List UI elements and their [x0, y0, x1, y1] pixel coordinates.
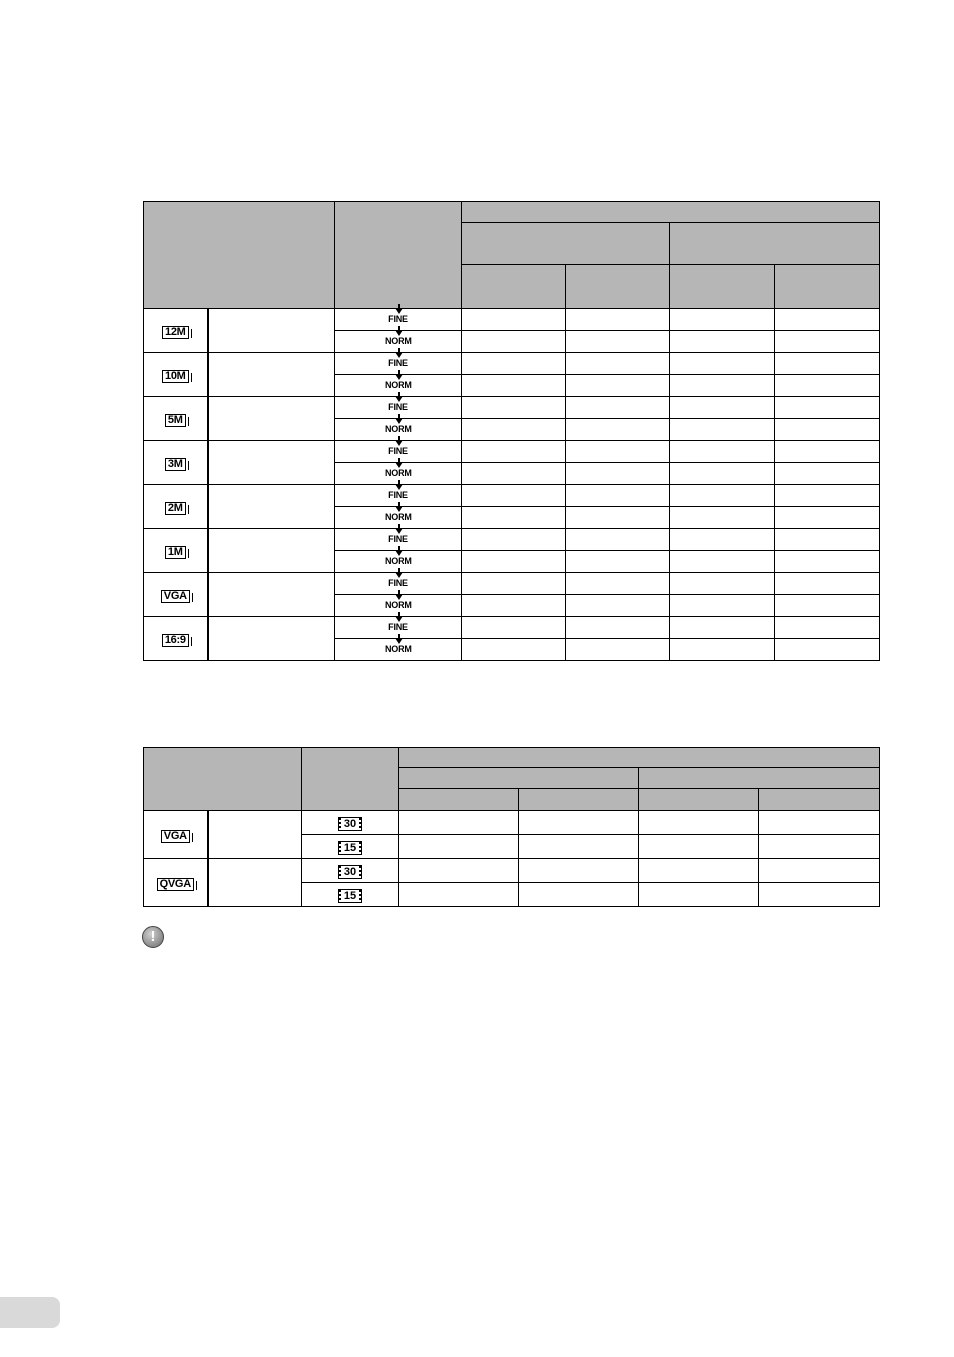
length-cell	[759, 883, 880, 907]
length-cell	[399, 883, 519, 907]
count-cell	[566, 353, 670, 375]
count-cell	[462, 375, 566, 397]
frame-rate-icon: 15	[338, 889, 362, 903]
count-cell	[670, 441, 775, 463]
count-cell	[775, 551, 880, 573]
count-cell	[462, 419, 566, 441]
count-cell	[775, 617, 880, 639]
count-cell	[670, 419, 775, 441]
header-image-size	[144, 202, 335, 309]
quality-label: FINE	[388, 622, 408, 632]
header-sub-a2	[566, 265, 670, 309]
quality-label: NORM	[385, 556, 412, 566]
count-cell	[462, 397, 566, 419]
table-row	[144, 397, 880, 419]
count-cell	[462, 463, 566, 485]
image-size-icon: 16:9	[162, 634, 189, 647]
table-row	[144, 353, 880, 375]
length-cell	[759, 835, 880, 859]
image-size-icon: QVGA	[157, 878, 194, 891]
frame-rate-icon: 15	[338, 841, 362, 855]
count-cell	[670, 397, 775, 419]
image-size-cell	[144, 485, 208, 529]
header-sub-b2	[775, 265, 880, 309]
image-size-icon: VGA	[161, 590, 190, 603]
page-number-tab	[0, 1297, 60, 1328]
compression-quality-icon	[385, 529, 411, 545]
header-compression	[335, 202, 462, 309]
quality-label: FINE	[388, 402, 408, 412]
table-row	[144, 573, 880, 595]
quality-label: NORM	[385, 512, 412, 522]
count-cell	[462, 617, 566, 639]
image-size-cell	[144, 397, 208, 441]
count-cell	[566, 617, 670, 639]
quality-label: NORM	[385, 644, 412, 654]
image-size-icon: 10M	[162, 370, 189, 383]
count-cell	[775, 419, 880, 441]
length-cell	[759, 859, 880, 883]
movie-size-cell	[144, 811, 208, 859]
count-cell	[775, 485, 880, 507]
quality-label: NORM	[385, 600, 412, 610]
count-cell	[462, 551, 566, 573]
image-size-icon: 12M	[162, 326, 189, 339]
count-cell	[566, 441, 670, 463]
image-size-icon: 3M	[165, 458, 186, 471]
compression-quality-icon	[385, 331, 411, 347]
quality-label: NORM	[385, 468, 412, 478]
count-cell	[566, 529, 670, 551]
count-cell	[462, 529, 566, 551]
count-cell	[670, 617, 775, 639]
count-cell	[462, 639, 566, 661]
count-cell	[670, 595, 775, 617]
count-cell	[462, 573, 566, 595]
image-size-label-cell	[208, 397, 335, 441]
count-cell	[670, 463, 775, 485]
image-size-icon: 5M	[165, 414, 186, 427]
frame-rate-cell	[302, 859, 399, 883]
frame-rate-cell	[302, 811, 399, 835]
compression-quality-icon	[385, 309, 411, 325]
count-cell	[462, 353, 566, 375]
length-cell	[639, 835, 759, 859]
count-cell	[670, 331, 775, 353]
count-cell	[566, 573, 670, 595]
header-sub-a1	[462, 265, 566, 309]
header-movie-size	[144, 748, 302, 811]
header-movie-sub-b2	[759, 789, 880, 811]
image-size-cell	[144, 573, 208, 617]
image-size-cell	[144, 309, 208, 353]
image-size-label-cell	[208, 529, 335, 573]
count-cell	[566, 507, 670, 529]
image-size-icon: 2M	[165, 502, 186, 515]
quality-label: NORM	[385, 424, 412, 434]
count-cell	[775, 595, 880, 617]
quality-label: FINE	[388, 490, 408, 500]
count-cell	[670, 375, 775, 397]
length-cell	[519, 883, 639, 907]
count-cell	[566, 485, 670, 507]
header-frame-rate	[302, 748, 399, 811]
count-cell	[462, 485, 566, 507]
count-cell	[775, 463, 880, 485]
compression-quality-icon	[385, 441, 411, 457]
length-cell	[519, 859, 639, 883]
compression-quality-icon	[385, 507, 411, 523]
count-cell	[670, 507, 775, 529]
frame-rate-cell	[302, 835, 399, 859]
image-size-label-cell	[208, 353, 335, 397]
header-movie-sub-a1	[399, 789, 519, 811]
count-cell	[566, 639, 670, 661]
compression-quality-icon	[385, 551, 411, 567]
count-cell	[462, 595, 566, 617]
count-cell	[462, 331, 566, 353]
length-cell	[759, 811, 880, 835]
count-cell	[566, 463, 670, 485]
count-cell	[670, 309, 775, 331]
quality-label: FINE	[388, 314, 408, 324]
table-row	[144, 811, 880, 835]
count-cell	[566, 595, 670, 617]
count-cell	[775, 331, 880, 353]
header-movie-group-b	[639, 768, 880, 789]
quality-label: NORM	[385, 336, 412, 346]
count-cell	[566, 375, 670, 397]
length-cell	[639, 859, 759, 883]
image-size-label-cell	[208, 309, 335, 353]
header-sub-b1	[670, 265, 775, 309]
count-cell	[775, 529, 880, 551]
compression-quality-icon	[385, 375, 411, 391]
header-storable-count	[462, 202, 880, 223]
table-row	[144, 859, 880, 883]
count-cell	[566, 331, 670, 353]
count-cell	[566, 309, 670, 331]
quality-label: FINE	[388, 358, 408, 368]
header-movie-sub-a2	[519, 789, 639, 811]
count-cell	[670, 485, 775, 507]
header-movie-group-a	[399, 768, 639, 789]
compression-quality-icon	[385, 573, 411, 589]
compression-quality-icon	[385, 353, 411, 369]
count-cell	[462, 441, 566, 463]
compression-quality-icon	[385, 639, 411, 655]
count-cell	[775, 353, 880, 375]
image-size-cell	[144, 353, 208, 397]
compression-quality-icon	[385, 419, 411, 435]
frame-rate-icon: 30	[338, 865, 362, 879]
count-cell	[775, 375, 880, 397]
count-cell	[775, 639, 880, 661]
image-size-cell	[144, 529, 208, 573]
image-size-label-cell	[208, 617, 335, 661]
count-cell	[775, 441, 880, 463]
image-size-label-cell	[208, 441, 335, 485]
count-cell	[775, 309, 880, 331]
movie-size-label-cell	[208, 859, 302, 907]
count-cell	[670, 353, 775, 375]
count-cell	[775, 397, 880, 419]
quality-label: NORM	[385, 380, 412, 390]
count-cell	[670, 551, 775, 573]
compression-quality-icon	[385, 485, 411, 501]
image-size-label-cell	[208, 573, 335, 617]
compression-cell	[335, 639, 462, 661]
compression-quality-icon	[385, 595, 411, 611]
count-cell	[462, 507, 566, 529]
quality-label: FINE	[388, 578, 408, 588]
movie-size-label-cell	[208, 811, 302, 859]
compression-quality-icon	[385, 617, 411, 633]
frame-rate-cell	[302, 883, 399, 907]
length-cell	[399, 811, 519, 835]
header-recording-length	[399, 748, 880, 768]
compression-quality-icon	[385, 463, 411, 479]
count-cell	[670, 529, 775, 551]
table-row	[144, 617, 880, 639]
header-group-a	[462, 223, 670, 265]
length-cell	[639, 883, 759, 907]
table-row	[144, 441, 880, 463]
quality-label: FINE	[388, 446, 408, 456]
quality-label: FINE	[388, 534, 408, 544]
length-cell	[399, 835, 519, 859]
image-size-label-cell	[208, 485, 335, 529]
table-row	[144, 309, 880, 331]
header-movie-sub-b1	[639, 789, 759, 811]
image-size-icon: VGA	[161, 830, 190, 843]
movie-size-cell	[144, 859, 208, 907]
count-cell	[670, 573, 775, 595]
compression-quality-icon	[385, 397, 411, 413]
count-cell	[566, 419, 670, 441]
still-image-storage-table	[143, 201, 880, 661]
header-group-b	[670, 223, 880, 265]
length-cell	[519, 811, 639, 835]
table-row	[144, 529, 880, 551]
image-size-icon: 1M	[165, 546, 186, 559]
count-cell	[566, 551, 670, 573]
length-cell	[639, 811, 759, 835]
table-row	[144, 485, 880, 507]
image-size-cell	[144, 617, 208, 661]
count-cell	[775, 573, 880, 595]
frame-rate-icon: 30	[338, 817, 362, 831]
count-cell	[566, 397, 670, 419]
count-cell	[462, 309, 566, 331]
length-cell	[519, 835, 639, 859]
image-size-cell	[144, 441, 208, 485]
length-cell	[399, 859, 519, 883]
count-cell	[670, 639, 775, 661]
caution-icon: !	[142, 926, 164, 948]
movie-storage-table	[143, 747, 880, 907]
count-cell	[775, 507, 880, 529]
